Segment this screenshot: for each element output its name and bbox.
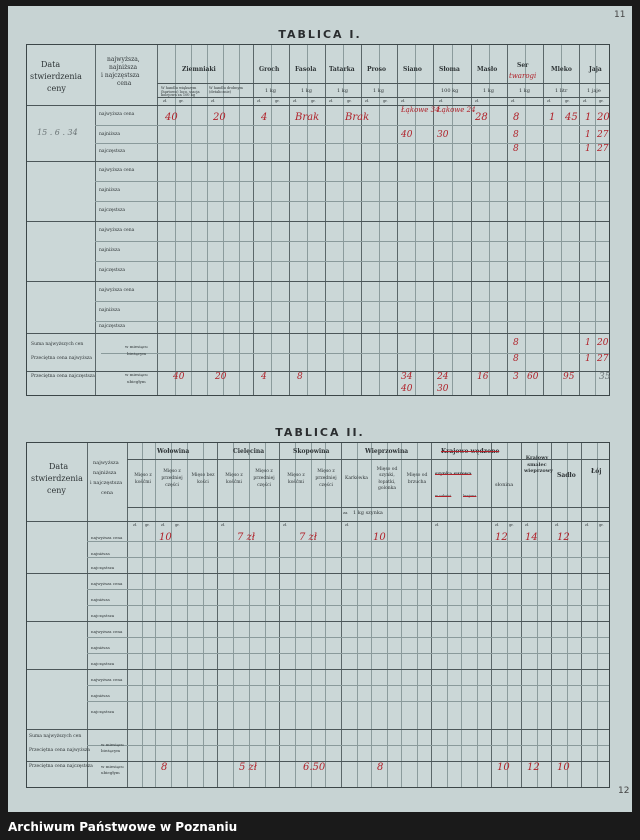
t1-col-ziemniaki: Ziemniaki bbox=[182, 66, 216, 73]
t1-hw-siano: Łąkowe 34 bbox=[401, 106, 440, 114]
t2-gr: gr. bbox=[509, 523, 514, 527]
t1-gr: gr. bbox=[347, 99, 352, 103]
t1-unit: 1 kg bbox=[337, 88, 349, 94]
t1-row-label: najniższa bbox=[99, 132, 121, 137]
t1-gr: gr. bbox=[275, 99, 280, 103]
t1-hw-last2: 40 bbox=[401, 384, 413, 394]
t2-price-label: i najczęstsza bbox=[90, 480, 123, 486]
t1-hw-siano-2: 40 bbox=[401, 130, 413, 140]
t2-hw-last: 8 bbox=[377, 762, 384, 773]
t2-group-wolowina: Wołowina bbox=[157, 448, 190, 455]
t2-month-label: w miesiącu bbox=[101, 764, 124, 769]
t2-hw-last: 10 bbox=[497, 762, 510, 773]
t2-month-label: w miesiącu bbox=[101, 742, 124, 747]
t1-hw-jaja-2-gr: 27 bbox=[597, 130, 609, 140]
t2-data-label: ceny bbox=[47, 486, 66, 495]
t1-month-label: w miesiącu bbox=[125, 344, 148, 349]
t1-hw-last: 3 bbox=[513, 372, 519, 382]
t1-unit: 1 litr bbox=[555, 88, 568, 94]
t1-date-handwriting: 15 . 6 . 34 bbox=[37, 128, 78, 137]
t1-data-label: stwierdzenia bbox=[30, 72, 82, 81]
t2-zl: zł. bbox=[221, 523, 226, 527]
table1-grid bbox=[26, 44, 610, 396]
t1-gr: gr. bbox=[311, 99, 316, 103]
t2-gr: gr. bbox=[599, 523, 604, 527]
t1-hw-ziemniaki: 40 bbox=[165, 112, 178, 123]
t2-sub: Mięso od szynki, łopatki, golonka bbox=[376, 467, 398, 491]
t1-row-label: najniższa bbox=[99, 188, 121, 193]
t1-row-label: najwyższa cena bbox=[99, 288, 135, 293]
t1-unit: 1 kg bbox=[483, 88, 495, 94]
t1-col-jaja: Jaja bbox=[589, 66, 602, 73]
t1-hw-ser-2: 8 bbox=[513, 130, 519, 140]
t1-zl: zł. bbox=[401, 99, 406, 103]
t2-hw-last: 5 zł bbox=[239, 762, 258, 773]
t1-sub-hurt: W handlu większym (hurtowo) loco, stacja kolejowa za 100 kg bbox=[161, 86, 200, 97]
t1-hw-last: 60 bbox=[527, 372, 539, 382]
t1-unit: 1 kg bbox=[301, 88, 313, 94]
t1-row-label: najniższa bbox=[99, 248, 121, 253]
t1-hw-jaja: 1 bbox=[585, 112, 592, 123]
t1-col-mleko: Mleko bbox=[551, 66, 572, 73]
t1-col-ser: Ser bbox=[517, 62, 529, 69]
t2-row-label: najczęstsza bbox=[91, 565, 115, 570]
t1-hw-last: 8 bbox=[297, 372, 303, 382]
t1-row-label: najczęstsza bbox=[99, 268, 126, 273]
t2-zl: zł. bbox=[495, 523, 500, 527]
t1-zl: zł. bbox=[547, 99, 552, 103]
t2-hw-smalec: 14 bbox=[525, 532, 538, 543]
t1-gr: gr. bbox=[565, 99, 570, 103]
t1-sum-label: Przeciętna cena najczęstsza bbox=[31, 374, 95, 379]
t1-data-label: Data bbox=[41, 60, 61, 69]
archive-name: Archiwum Państwowe w Poznaniu bbox=[8, 820, 238, 834]
table1-title: TABLICA I. bbox=[278, 28, 362, 41]
t1-row-label: najczęstsza bbox=[99, 324, 126, 329]
t1-gr: gr. bbox=[383, 99, 388, 103]
table2-grid bbox=[26, 442, 610, 788]
t2-zl: zł. bbox=[345, 523, 350, 527]
t2-price-label: najwyższa bbox=[93, 460, 119, 466]
t1-hw-maslo: 28 bbox=[475, 112, 488, 123]
t1-row-label: najwyższa cena bbox=[99, 228, 135, 233]
t2-row-label: najniższa bbox=[91, 645, 110, 650]
t1-unit: 1 kg bbox=[265, 88, 277, 94]
t1-zl: zł. bbox=[211, 99, 216, 103]
t1-col-fasola: Fasola bbox=[295, 66, 317, 73]
t2-month-label: ubiegłym bbox=[101, 770, 120, 775]
t2-wedz-sub: słonina bbox=[495, 482, 514, 488]
t1-hw-sloma: Łąkowe 24 bbox=[437, 106, 476, 114]
t1-col-proso: Proso bbox=[367, 66, 387, 73]
t2-row-label: najniższa bbox=[91, 693, 110, 698]
t2-zl: zł. bbox=[525, 523, 530, 527]
t1-price-label: cena bbox=[117, 80, 132, 87]
t2-wedz-sub: krajana bbox=[463, 494, 477, 498]
t2-sub: Mięso od brzucha bbox=[406, 473, 428, 485]
t1-hw-sum-jaja: 1 bbox=[585, 338, 591, 348]
t2-data-label: stwierdzenia bbox=[31, 474, 83, 483]
t2-group-cielecina: Cielęcina bbox=[233, 448, 265, 455]
t1-hw-last2: 30 bbox=[437, 384, 449, 394]
t1-hw-groch: 4 bbox=[261, 112, 268, 123]
t1-gr: gr. bbox=[179, 99, 184, 103]
table2-title: TABLICA II. bbox=[275, 426, 365, 439]
t1-unit: 1 jaje bbox=[587, 88, 601, 94]
t2-sub: Mięso bez kości bbox=[191, 473, 215, 485]
t2-zl: zł. bbox=[283, 523, 288, 527]
t2-gr: gr. bbox=[175, 523, 180, 527]
t1-col-sloma: Słoma bbox=[439, 66, 460, 73]
corner-mark-top: 11 bbox=[614, 10, 626, 20]
t2-price-label: cena bbox=[101, 490, 113, 496]
t2-row-label: najniższa bbox=[91, 597, 110, 602]
t2-hw-last: 6.50 bbox=[303, 762, 326, 773]
t1-month-label: bieżącym bbox=[127, 351, 146, 356]
t1-month-label: ubiegłym bbox=[127, 379, 146, 384]
t2-row-label: najczęstsza bbox=[91, 613, 115, 618]
t1-hw-avg-jaja: 1 bbox=[585, 354, 591, 364]
t1-hw-avg-jaja-gr: 27 bbox=[597, 354, 609, 364]
t1-hw-sloma-2: 30 bbox=[437, 130, 449, 140]
t1-col-tatarka: Tatarka bbox=[329, 66, 355, 73]
t1-hw-last: 34 bbox=[401, 372, 413, 382]
t1-col-groch: Groch bbox=[259, 66, 280, 73]
t2-row-label: najniższa bbox=[91, 551, 110, 556]
t2-price-label: najniższa bbox=[93, 470, 117, 476]
t1-sub-detal: W handlu drobnym (detalicznie) bbox=[209, 86, 243, 94]
t2-zl: zł. bbox=[555, 523, 560, 527]
t2-hw-last: 10 bbox=[557, 762, 570, 773]
t2-row-label: najwyższa cena bbox=[91, 677, 123, 682]
t1-zl: zł. bbox=[257, 99, 262, 103]
t1-sum-label: Suma najwyższych cen bbox=[31, 342, 84, 347]
t1-hw-jaja-3-gr: 27 bbox=[597, 144, 609, 154]
t2-zl: zł. bbox=[585, 523, 590, 527]
t1-hw-ziemniaki-det: 20 bbox=[213, 112, 226, 123]
t1-unit: 1 kg bbox=[373, 88, 385, 94]
archive-footer bbox=[0, 814, 640, 840]
t1-hw-avg-ser: 8 bbox=[513, 354, 519, 364]
t2-hw-cielecina: 7 zł bbox=[237, 532, 256, 543]
t2-group-loj: Łój bbox=[591, 468, 602, 475]
t1-hw-ser-3: 8 bbox=[513, 144, 519, 154]
archival-sheet bbox=[8, 6, 632, 812]
t1-price-label: najniższa bbox=[109, 64, 138, 71]
t1-month-label: w miesiącu bbox=[125, 372, 148, 377]
t2-group-skopowina: Skopowina bbox=[293, 448, 330, 455]
t1-hw-last: 16 bbox=[477, 372, 489, 382]
t1-zl: zł. bbox=[583, 99, 588, 103]
t1-row-label: najwyższa cena bbox=[99, 112, 135, 117]
t2-unit-note: za bbox=[343, 510, 348, 515]
t1-hw-jaja-2: 1 bbox=[585, 130, 591, 140]
t1-hw-last: 35 bbox=[599, 372, 611, 382]
t2-sub: Mięso z kośćmi bbox=[225, 473, 243, 485]
t2-zl: zł. bbox=[161, 523, 166, 527]
t2-sub: Mięso z kośćmi bbox=[134, 473, 152, 485]
corner-mark-bottom: 12 bbox=[618, 786, 630, 796]
t1-hw-mleko-gr: 45 bbox=[565, 112, 578, 123]
t2-month-label: bieżącym bbox=[101, 748, 120, 753]
t1-zl: zł. bbox=[329, 99, 334, 103]
t1-hw-fasola: Brak bbox=[295, 112, 320, 123]
t1-price-label: najwyższa, bbox=[107, 56, 140, 63]
t1-hw-sum-ser: 8 bbox=[513, 338, 519, 348]
t2-sub: Mięso z przedniej części bbox=[253, 469, 275, 488]
t2-wedz-sub: szynka surowa bbox=[435, 472, 472, 477]
t2-row-label: najczęstsza bbox=[91, 709, 115, 714]
t1-hw-last: 24 bbox=[437, 372, 449, 382]
t1-row-label: najwyższa cena bbox=[99, 168, 135, 173]
t2-row-label: najwyższa cena bbox=[91, 629, 123, 634]
t2-sub: Mięso z przedniej części bbox=[161, 469, 183, 488]
t2-wedz-sub: w całości bbox=[435, 494, 452, 498]
t2-hw-slonina: 12 bbox=[495, 532, 508, 543]
t1-hw-mleko: 1 bbox=[549, 112, 556, 123]
t2-data-label: Data bbox=[49, 462, 69, 471]
t1-hw-tatarka: Brak bbox=[345, 112, 370, 123]
t2-gr: gr. bbox=[145, 523, 150, 527]
t1-hw-last: 20 bbox=[215, 372, 227, 382]
t1-sum-label: Przeciętna cena najwyższa bbox=[31, 356, 92, 361]
t1-data-label: ceny bbox=[47, 84, 66, 93]
t2-row-label: najwyższa cena bbox=[91, 581, 123, 586]
t2-sum-label: Przeciętna cena najczęstsza bbox=[29, 764, 93, 769]
t2-sub: Mięso z kośćmi bbox=[287, 473, 305, 485]
t1-hw-last: 95 bbox=[563, 372, 575, 382]
t2-row-label: najwyższa cena bbox=[91, 535, 123, 540]
t2-group-smalec: Krajowy smalec wieprzowy bbox=[524, 455, 553, 474]
t1-zl: zł. bbox=[475, 99, 480, 103]
t2-hw-wieprzowina: 10 bbox=[373, 532, 386, 543]
t1-price-label: i najczęstsza bbox=[101, 72, 140, 79]
t1-unit: 100 kg bbox=[441, 88, 459, 94]
t1-hw-sum-jaja-gr: 20 bbox=[597, 338, 609, 348]
t1-zl: zł. bbox=[163, 99, 168, 103]
t2-group-wedzone: Krajowe wędzone bbox=[441, 448, 500, 455]
t1-hw-jaja-3: 1 bbox=[585, 144, 591, 154]
t1-row-label: najczęstsza bbox=[99, 208, 126, 213]
t1-zl: zł. bbox=[293, 99, 298, 103]
t2-hw-last: 8 bbox=[161, 762, 168, 773]
t1-col-maslo: Masło bbox=[477, 66, 498, 73]
t1-zl: zł. bbox=[365, 99, 370, 103]
t1-row-label: najniższa bbox=[99, 308, 121, 313]
t2-hw-sadlo: 12 bbox=[557, 532, 570, 543]
t1-row-label: najczęstsza bbox=[99, 149, 126, 154]
t1-gr: gr. bbox=[599, 99, 604, 103]
t2-hw-skopowina: 7 zł bbox=[299, 532, 318, 543]
t2-hw-wolowina: 10 bbox=[159, 532, 172, 543]
t2-zl: zł. bbox=[133, 523, 138, 527]
t2-group-wieprzowina: Wieprzowina bbox=[365, 448, 409, 455]
t1-unit: 1 kg bbox=[519, 88, 531, 94]
t2-sub: Mięso z przedniej części bbox=[315, 469, 337, 488]
t1-zl: zł. bbox=[439, 99, 444, 103]
t1-zl: zł. bbox=[511, 99, 516, 103]
t1-hw-ser: 8 bbox=[513, 112, 520, 123]
t2-group-sadlo: Sadło bbox=[557, 472, 576, 479]
t2-sum-label: Przeciętna cena najwyższa bbox=[29, 748, 90, 753]
t1-col-siano: Siano bbox=[403, 66, 422, 73]
t1-hw-last: 4 bbox=[261, 372, 267, 382]
t1-ser-handwriting: twarogi bbox=[509, 72, 537, 80]
t2-sum-label: Suma najwyższych cen bbox=[29, 734, 82, 739]
t2-zl: zł. bbox=[435, 523, 440, 527]
t2-unit-row: 1 kg szynka bbox=[353, 510, 383, 516]
t2-row-label: najczęstsza bbox=[91, 661, 115, 666]
t2-hw-last: 12 bbox=[527, 762, 540, 773]
t1-hw-jaja-gr: 20 bbox=[597, 112, 610, 123]
t1-hw-last: 40 bbox=[173, 372, 185, 382]
t2-sub: Karkówka bbox=[345, 476, 368, 481]
